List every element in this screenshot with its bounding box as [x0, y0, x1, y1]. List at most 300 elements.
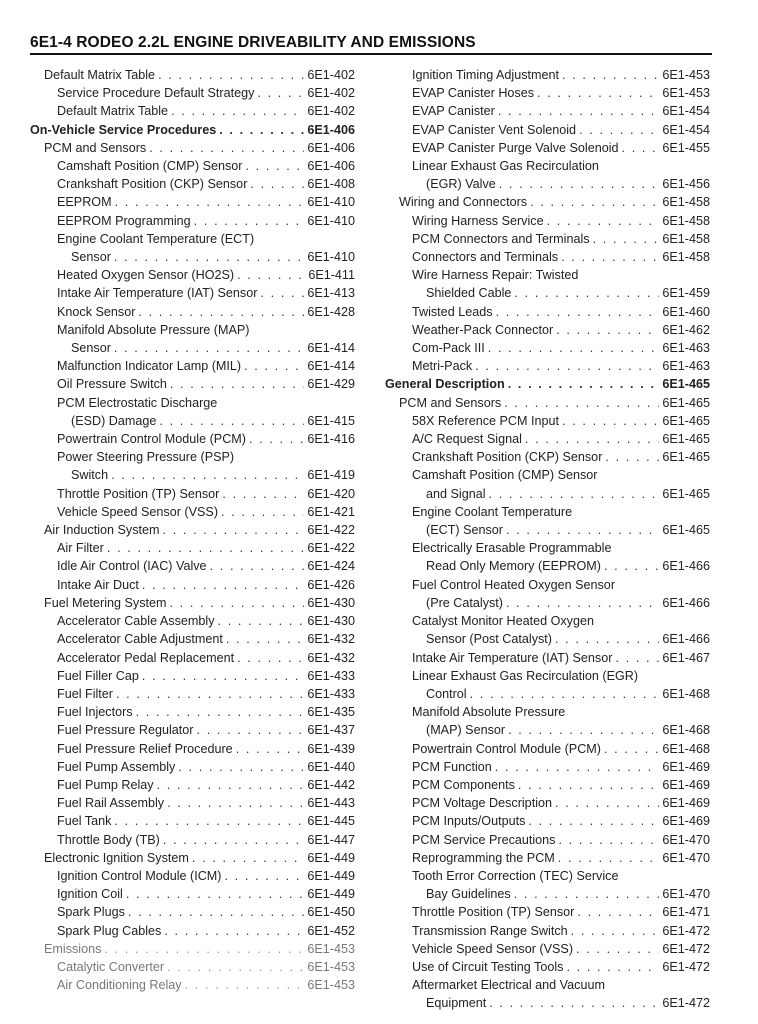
- toc-entry: [385, 448, 710, 466]
- toc-page-number: 6E1-428: [307, 304, 355, 319]
- toc-entry: [385, 649, 710, 667]
- dot-leader: [498, 102, 660, 120]
- toc-entry-title: General Description: [385, 377, 505, 392]
- toc-entry-title: Fuel Pump Assembly: [57, 759, 176, 774]
- toc-entry-title: Connectors and Terminals: [412, 250, 559, 265]
- toc-page-number: 6E1-430: [307, 595, 355, 610]
- dot-leader: [556, 321, 659, 339]
- toc-entry-title: PCM Voltage Description: [412, 796, 552, 811]
- toc-entry: [30, 193, 355, 211]
- dot-leader: [185, 976, 305, 994]
- dot-leader: [138, 303, 304, 321]
- toc-entry-title: Ignition Timing Adjustment: [412, 68, 560, 82]
- toc-entry-title: Air Conditioning Relay: [57, 978, 182, 993]
- toc-entry-line: [30, 703, 355, 721]
- toc-entry-title: Fuel Control Heated Oxygen Sensor: [412, 577, 616, 592]
- toc-entry: [385, 776, 710, 794]
- toc-entry-line: [30, 157, 355, 175]
- toc-page-number: 6E1-432: [307, 650, 355, 665]
- toc-entry: [30, 576, 355, 594]
- toc-entry-title: Fuel Pressure Regulator: [57, 723, 194, 738]
- toc-entry-title: Ignition Coil: [57, 887, 123, 902]
- toc-page-number: 6E1-465: [662, 486, 710, 501]
- toc-entry-line: [385, 539, 710, 557]
- toc-entry-title: EVAP Canister: [412, 104, 495, 119]
- toc-entry-title: Vehicle Speed Sensor (VSS): [57, 504, 219, 519]
- toc-entry-line: [385, 958, 710, 976]
- toc-entry-line: [385, 375, 710, 393]
- toc-entry: [30, 649, 355, 667]
- toc-entry-line: [385, 903, 710, 921]
- toc-page-number: 6E1-458: [662, 213, 710, 228]
- dot-leader: [508, 375, 660, 393]
- dot-leader: [218, 612, 305, 630]
- toc-page-number: 6E1-419: [307, 468, 355, 483]
- dot-leader: [111, 466, 304, 484]
- dot-leader: [114, 339, 304, 357]
- toc-entry-title: EVAP Canister Purge Valve Solenoid: [412, 140, 619, 155]
- dot-leader: [604, 740, 659, 758]
- toc-page-number: 6E1-415: [307, 413, 355, 428]
- dot-leader: [622, 139, 660, 157]
- toc-entry-line: [385, 339, 710, 357]
- dot-leader: [192, 849, 304, 867]
- dot-leader: [576, 940, 659, 958]
- toc-page-number: 6E1-440: [307, 759, 355, 774]
- toc-entry-line: [385, 503, 710, 521]
- toc-entry-title: EVAP Canister Hoses: [412, 86, 535, 101]
- toc-entry-line: [385, 976, 710, 994]
- toc-entry-line: [385, 412, 710, 430]
- toc-entry-line: [30, 248, 355, 266]
- toc-entry-line: [385, 849, 710, 867]
- toc-entry: [385, 940, 710, 958]
- toc-page-number: 6E1-449: [307, 850, 355, 865]
- toc-entry-line: [385, 776, 710, 794]
- dot-leader: [237, 266, 305, 284]
- toc-page-number: 6E1-469: [662, 759, 710, 774]
- toc-entry-title: Fuel Filler Cap: [57, 668, 139, 683]
- toc-entry: [385, 357, 710, 375]
- toc-entry-line: [30, 521, 355, 539]
- toc-entry-title-continued: (ECT) Sensor: [426, 523, 503, 538]
- toc-entry-line: [30, 740, 355, 758]
- toc-page-number: 6E1-470: [662, 850, 710, 865]
- toc-page-number: 6E1-466: [662, 595, 710, 610]
- dot-leader: [115, 193, 305, 211]
- toc-entry-title: EEPROM Programming: [57, 213, 191, 228]
- toc-page-number: 6E1-453: [307, 941, 355, 956]
- toc-entry-title: Default Matrix Table: [57, 104, 169, 119]
- toc-entry-title: PCM Service Precautions: [412, 832, 556, 847]
- toc-entry-line: [30, 721, 355, 739]
- dot-leader: [237, 649, 304, 667]
- toc-entry: [385, 430, 710, 448]
- toc-page-number: 6E1-410: [307, 195, 355, 210]
- toc-entry-line: [385, 248, 710, 266]
- dot-leader: [506, 594, 659, 612]
- toc-entry: [385, 193, 710, 211]
- dot-leader: [504, 394, 659, 412]
- toc-page-number: 6E1-406: [307, 122, 355, 137]
- toc-page-number: 6E1-416: [307, 432, 355, 447]
- toc-entry-title: Spark Plug Cables: [57, 923, 162, 938]
- toc-entry-title-continued: Bay Guidelines: [426, 887, 511, 902]
- toc-page-number: 6E1-468: [662, 741, 710, 756]
- dot-leader: [530, 193, 659, 211]
- dot-leader: [197, 721, 305, 739]
- toc-page-number: 6E1-433: [307, 686, 355, 701]
- toc-entry: [385, 303, 710, 321]
- toc-entry-title: Linear Exhaust Gas Recirculation (EGR): [412, 668, 639, 683]
- toc-entry: [30, 448, 355, 484]
- toc-entry: [30, 539, 355, 557]
- toc-entry: [385, 812, 710, 830]
- toc-entry: [385, 321, 710, 339]
- toc-entry: [30, 594, 355, 612]
- toc-entry-line: [30, 266, 355, 284]
- toc-entry-title: Ignition Control Module (ICM): [57, 868, 222, 883]
- toc-entry: [385, 758, 710, 776]
- toc-entry-title: Powertrain Control Module (PCM): [57, 432, 246, 447]
- toc-entry: [30, 612, 355, 630]
- toc-page-number: 6E1-469: [662, 796, 710, 811]
- dot-leader: [249, 430, 304, 448]
- toc-entry: [30, 66, 355, 84]
- toc-entry-line: [30, 394, 355, 412]
- toc-entry-line: [385, 667, 710, 685]
- dot-leader: [157, 776, 305, 794]
- toc-entry: [30, 102, 355, 120]
- toc-entry-title-continued: Equipment: [426, 996, 487, 1011]
- toc-page-number: 6E1-408: [307, 177, 355, 192]
- dot-leader: [224, 867, 304, 885]
- dot-leader: [116, 685, 304, 703]
- toc-entry-title-continued: (ESD) Damage: [71, 413, 157, 428]
- toc-entry: [30, 230, 355, 266]
- toc-entry-line: [30, 357, 355, 375]
- toc-entry-line: [385, 576, 710, 594]
- toc-page-number: 6E1-430: [307, 614, 355, 629]
- toc-entry-line: [385, 193, 710, 211]
- toc-page-number: 6E1-420: [307, 486, 355, 501]
- toc-entry-line: [385, 922, 710, 940]
- toc-entry-line: [30, 303, 355, 321]
- dot-leader: [496, 303, 660, 321]
- toc-page-number: 6E1-460: [662, 304, 710, 319]
- toc-entry-line: [30, 485, 355, 503]
- dot-leader: [244, 357, 304, 375]
- toc-entry: [385, 230, 710, 248]
- dot-leader: [107, 539, 304, 557]
- toc-entry-line: [385, 594, 710, 612]
- toc-page-number: 6E1-435: [307, 705, 355, 720]
- dot-leader: [566, 958, 659, 976]
- toc-entry: [385, 212, 710, 230]
- dot-leader: [470, 685, 660, 703]
- toc-entry-title: Spark Plugs: [57, 905, 125, 920]
- toc-entry: [30, 121, 355, 139]
- toc-page-number: 6E1-452: [307, 923, 355, 938]
- toc-entry-line: [30, 84, 355, 102]
- toc-entry: [385, 248, 710, 266]
- toc-page-number: 6E1-458: [662, 250, 710, 265]
- toc-page-number: 6E1-406: [307, 159, 355, 174]
- toc-entry-line: [30, 649, 355, 667]
- toc-entry: [385, 121, 710, 139]
- toc-entry: [30, 266, 355, 284]
- toc-entry-title: Throttle Position (TP) Sensor: [412, 905, 575, 920]
- dot-leader: [178, 758, 304, 776]
- toc-entry-line: [385, 740, 710, 758]
- toc-page-number: 6E1-465: [662, 523, 710, 538]
- dot-leader: [475, 357, 659, 375]
- toc-page-number: 6E1-449: [307, 887, 355, 902]
- toc-entry-title-continued: Control: [426, 686, 467, 701]
- toc-entry-title: Malfunction Indicator Lamp (MIL): [57, 359, 242, 374]
- toc-page-number: 6E1-442: [307, 777, 355, 792]
- toc-entry-line: [385, 485, 710, 503]
- toc-entry-title: Transmission Range Switch: [412, 923, 568, 938]
- toc-entry-title: Weather-Pack Connector: [412, 322, 554, 337]
- toc-entry-line: [30, 630, 355, 648]
- toc-page-number: 6E1-466: [662, 559, 710, 574]
- toc-entry-title: Power Steering Pressure (PSP): [57, 450, 235, 465]
- toc-entry-line: [30, 212, 355, 230]
- toc-entry-line: [385, 758, 710, 776]
- dot-leader: [114, 812, 304, 830]
- dot-leader: [257, 84, 304, 102]
- dot-leader: [499, 175, 660, 193]
- toc-entry-line: [385, 466, 710, 484]
- toc-page-number: 6E1-454: [662, 122, 710, 137]
- toc-page-number: 6E1-470: [662, 832, 710, 847]
- toc-page-number: 6E1-402: [307, 86, 355, 101]
- toc-entry-line: [30, 849, 355, 867]
- toc-entry: [30, 321, 355, 357]
- toc-entry-line: [385, 394, 710, 412]
- dot-leader: [537, 84, 659, 102]
- dot-leader: [528, 812, 659, 830]
- toc-entry-title-continued: Read Only Memory (EEPROM): [426, 559, 601, 574]
- toc-page-number: 6E1-465: [662, 432, 710, 447]
- dot-leader: [226, 630, 304, 648]
- toc-entry-line: [385, 84, 710, 102]
- dot-leader: [562, 66, 659, 84]
- dot-leader: [210, 557, 305, 575]
- toc-entry: [30, 776, 355, 794]
- toc-entry-line: [30, 922, 355, 940]
- toc-entry: [30, 831, 355, 849]
- toc-entry-title: EVAP Canister Vent Solenoid: [412, 122, 577, 137]
- toc-page-number: 6E1-426: [307, 577, 355, 592]
- dot-leader: [194, 212, 305, 230]
- toc-entry: [385, 849, 710, 867]
- dot-leader: [514, 284, 659, 302]
- toc-entry-line: [385, 102, 710, 120]
- toc-entry-line: [30, 284, 355, 302]
- toc-entry: [385, 867, 710, 903]
- toc-page-number: 6E1-458: [662, 195, 710, 210]
- dot-leader: [128, 903, 304, 921]
- dot-leader: [518, 776, 659, 794]
- toc-entry-line: [30, 539, 355, 557]
- toc-entry-title: PCM Electrostatic Discharge: [57, 395, 218, 410]
- toc-entry: [30, 903, 355, 921]
- toc-entry-title: Linear Exhaust Gas Recirculation: [412, 159, 599, 174]
- toc-entry: [30, 703, 355, 721]
- dot-leader: [555, 630, 659, 648]
- toc-entry-line: [385, 831, 710, 849]
- dot-leader: [169, 594, 304, 612]
- toc-entry-title: Twisted Leads: [412, 304, 493, 319]
- toc-entry-title: Fuel Injectors: [57, 705, 133, 720]
- toc-entry-line: [30, 794, 355, 812]
- toc-entry-line: [385, 630, 710, 648]
- toc-entry: [30, 922, 355, 940]
- toc-page-number: 6E1-455: [662, 140, 710, 155]
- toc-entry-line: [30, 903, 355, 921]
- toc-entry-line: [30, 121, 355, 139]
- toc-entry-title: PCM Components: [412, 777, 515, 792]
- toc-page-number: 6E1-422: [307, 523, 355, 538]
- dot-leader: [260, 284, 304, 302]
- dot-leader: [163, 521, 305, 539]
- toc-page-number: 6E1-424: [307, 559, 355, 574]
- toc-entry-title: Use of Circuit Testing Tools: [412, 959, 564, 974]
- toc-page-number: 6E1-449: [307, 868, 355, 883]
- toc-entry-line: [385, 157, 710, 175]
- toc-entry-title: Engine Coolant Temperature (ECT): [57, 231, 255, 246]
- toc-page-number: 6E1-469: [662, 814, 710, 829]
- toc-entry: [385, 576, 710, 612]
- toc-entry: [30, 721, 355, 739]
- toc-entry-title: Intake Air Duct: [57, 577, 139, 592]
- toc-entry-title: Fuel Metering System: [44, 595, 167, 610]
- toc-entry-title: Emissions: [44, 941, 102, 956]
- toc-entry-line: [30, 612, 355, 630]
- dot-leader: [577, 903, 659, 921]
- toc-entry: [30, 794, 355, 812]
- toc-entry-line: [385, 321, 710, 339]
- toc-entry-title-continued: Sensor: [71, 341, 111, 356]
- toc-page-number: 6E1-402: [307, 68, 355, 82]
- toc-entry: [30, 521, 355, 539]
- toc-entry-title: Metri-Pack: [412, 359, 473, 374]
- toc-entry-line: [30, 448, 355, 466]
- toc-page-number: 6E1-450: [307, 905, 355, 920]
- toc-page-number: 6E1-472: [662, 996, 710, 1011]
- toc-page-number: 6E1-422: [307, 541, 355, 556]
- toc-entry-title: Accelerator Cable Adjustment: [57, 632, 223, 647]
- dot-leader: [222, 485, 304, 503]
- toc-entry-line: [385, 266, 710, 284]
- toc-entry: [385, 539, 710, 575]
- dot-leader: [136, 703, 305, 721]
- toc-entry: [30, 303, 355, 321]
- toc-entry-title: Fuel Pressure Relief Procedure: [57, 741, 233, 756]
- toc-page-number: 6E1-439: [307, 741, 355, 756]
- dot-leader: [142, 576, 304, 594]
- toc-entry-title: Electrically Erasable Programmable: [412, 541, 612, 556]
- toc-entry-line: [30, 175, 355, 193]
- toc-entry-title: Camshaft Position (CMP) Sensor: [412, 468, 598, 483]
- toc-page-number: 6E1-406: [307, 140, 355, 155]
- toc-page-number: 6E1-453: [662, 68, 710, 82]
- dot-leader: [221, 503, 304, 521]
- toc-page-number: 6E1-465: [662, 377, 710, 392]
- toc-entry-title: PCM and Sensors: [44, 140, 147, 155]
- toc-entry-title: Aftermarket Electrical and Vacuum: [412, 978, 605, 993]
- dot-leader: [605, 448, 659, 466]
- toc-entry: [30, 958, 355, 976]
- toc-entry-title: PCM and Sensors: [399, 395, 502, 410]
- dot-leader: [170, 375, 304, 393]
- toc-entry-line: [30, 102, 355, 120]
- toc-page-number: 6E1-421: [307, 504, 355, 519]
- toc-page-number: 6E1-413: [307, 286, 355, 301]
- toc-page-number: 6E1-443: [307, 796, 355, 811]
- toc-page-number: 6E1-472: [662, 959, 710, 974]
- toc-page-number: 6E1-463: [662, 341, 710, 356]
- toc-entry-title: Oil Pressure Switch: [57, 377, 167, 392]
- toc-entry: [30, 430, 355, 448]
- dot-leader: [245, 157, 304, 175]
- toc-entry: [30, 940, 355, 958]
- dot-leader: [561, 248, 659, 266]
- toc-entry-title: Throttle Body (TB): [57, 832, 160, 847]
- dot-leader: [167, 794, 304, 812]
- toc-page-number: 6E1-410: [307, 213, 355, 228]
- toc-entry-line: [30, 976, 355, 994]
- toc-entry-title: Throttle Position (TP) Sensor: [57, 486, 220, 501]
- toc-entry-line: [385, 121, 710, 139]
- toc-entry: [385, 266, 710, 302]
- toc-page-number: 6E1-454: [662, 104, 710, 119]
- toc-entry-title-continued: (EGR) Valve: [426, 177, 496, 192]
- toc-entry-line: [385, 521, 710, 539]
- toc-page-number: 6E1-468: [662, 686, 710, 701]
- dot-leader: [163, 831, 304, 849]
- toc-entry-title: Heated Oxygen Sensor (HO2S): [57, 268, 235, 283]
- dot-leader: [525, 430, 659, 448]
- toc-entry: [30, 849, 355, 867]
- toc-entry-title: Camshaft Position (CMP) Sensor: [57, 159, 243, 174]
- toc-entry-line: [385, 994, 710, 1012]
- toc-page-number: 6E1-445: [307, 814, 355, 829]
- toc-entry-line: [30, 940, 355, 958]
- toc-entry-title: Reprogramming the PCM: [412, 850, 555, 865]
- toc-entry-title: Fuel Tank: [57, 814, 112, 829]
- toc-entry-title: Fuel Rail Assembly: [57, 796, 165, 811]
- toc-entry-title: PCM Inputs/Outputs: [412, 814, 526, 829]
- toc-entry: [30, 867, 355, 885]
- toc-page-number: 6E1-458: [662, 231, 710, 246]
- toc-page-number: 6E1-433: [307, 668, 355, 683]
- toc-entry-line: [30, 885, 355, 903]
- dot-leader: [558, 831, 659, 849]
- dot-leader: [562, 412, 659, 430]
- toc-entry-line: [30, 812, 355, 830]
- toc-page-number: 6E1-465: [662, 450, 710, 465]
- toc-entry: [30, 84, 355, 102]
- toc-page-number: 6E1-414: [307, 341, 355, 356]
- toc-entry-line: [30, 576, 355, 594]
- toc-entry: [385, 412, 710, 430]
- toc-entry: [385, 503, 710, 539]
- toc-entry-line: [30, 685, 355, 703]
- toc-entry-line: [30, 339, 355, 357]
